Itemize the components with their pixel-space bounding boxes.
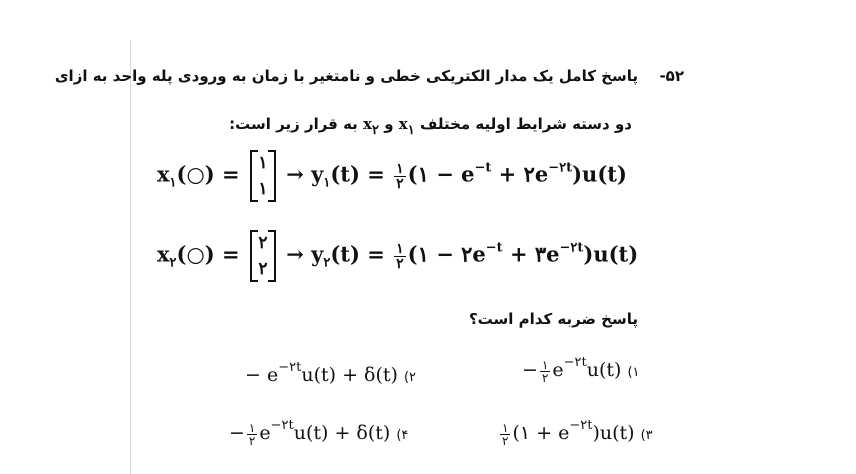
option-label: (۴ xyxy=(396,428,409,443)
question-line-2 xyxy=(229,115,632,138)
question-line-2-tail: به قرار زیر است: xyxy=(229,115,358,133)
option-label: (۳ xyxy=(640,428,653,443)
half-fraction: $\frac{۱}{۲}$ xyxy=(396,160,404,192)
matrix-1: ۱ ۱ xyxy=(250,150,276,202)
x2-symbol: x۲ xyxy=(363,115,379,138)
option-1[interactable]: − $\frac{۱}{۲}$ $e^{-۲t}u(t)$ (۱ xyxy=(522,355,640,385)
option-label: (۲ xyxy=(403,370,416,385)
half-fraction: $\frac{۱}{۲}$ xyxy=(396,240,404,272)
question-prompt: پاسخ ضربه کدام است؟ xyxy=(468,310,638,328)
question-number: -۵۲ xyxy=(659,67,684,85)
matrix-2: ۲ ۲ xyxy=(250,230,276,282)
option-4[interactable]: − $\frac{۱}{۲}$ $e^{-۲t}u(t) + \delta(t)$ (۴ xyxy=(229,418,409,448)
question-line-1: پاسخ کامل یک مدار الکتریکی خطی و نامتغیر با زمان به ورودی پله واحد به ازای xyxy=(54,67,638,85)
question-line-2-head: دو دسته شرایط اولیه مختلف xyxy=(419,115,632,133)
option-3[interactable]: $\frac{۱}{۲}$ (۱ + $e^{-۲t})u(t)$ (۳ xyxy=(502,418,653,448)
option-2[interactable]: − $e^{-۲t}u(t) + \delta(t)$ (۲ xyxy=(245,360,416,386)
page-edge-line xyxy=(130,40,131,474)
x1-symbol: x۱ xyxy=(398,115,415,138)
question-line-2-and: و xyxy=(384,115,394,133)
equation-2: $x_۲(○)$ = ۲ ۲ → $y_۲(t)$ = $\frac{۱}{۲}$ (۱ − $۲e^{-t}$ + $۳e^{-۲t})u(t)$ xyxy=(157,230,638,282)
equation-1: $x_۱(○)$ = ۱ ۱ → $y_۱(t)$ = $\frac{۱}{۲}$ (۱ − $e^{-t}$ + $۲e^{-۲t})u(t)$ xyxy=(157,150,627,202)
option-label: (۱ xyxy=(627,365,640,380)
